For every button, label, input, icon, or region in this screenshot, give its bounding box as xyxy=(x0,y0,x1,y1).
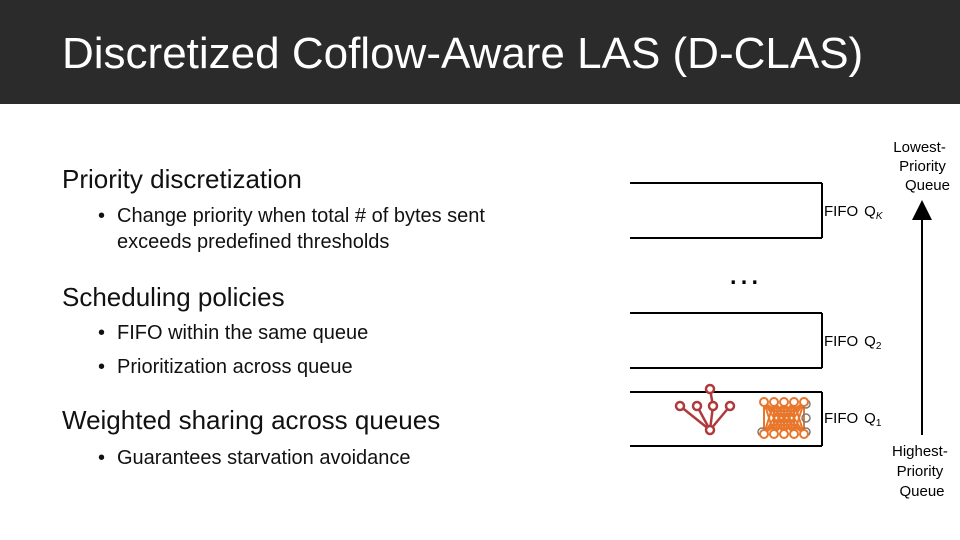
coflow-node xyxy=(790,398,798,406)
heading-priority-discretization: Priority discretization xyxy=(62,164,302,194)
heading-scheduling-policies: Scheduling policies xyxy=(62,282,285,312)
queue-k-label: FIFO $Q_K$ xyxy=(824,203,883,222)
coflow-node xyxy=(780,430,788,438)
bullet-text: • FIFO within the same queue xyxy=(117,322,369,344)
coflow-node xyxy=(800,430,808,438)
coflow-node xyxy=(676,402,684,410)
coflow-node xyxy=(693,402,701,410)
heading-weighted-sharing: Weighted sharing across queues xyxy=(62,405,441,435)
coflow-node xyxy=(790,430,798,438)
queue-2-label: FIFO $Q_2$ xyxy=(824,333,882,352)
bullet-text: • Prioritization across queue xyxy=(117,356,353,378)
coflow-node xyxy=(709,402,717,410)
lowest-priority-label: Lowest- Priority Queue xyxy=(893,139,950,194)
queue-1-label: FIFO $Q_1$ xyxy=(824,410,882,429)
coflow-node xyxy=(706,385,714,393)
highest-priority-label: Highest- Priority Queue xyxy=(891,443,948,500)
coflow-large-orange xyxy=(758,398,810,438)
coflow-node xyxy=(706,426,714,434)
queue-2 xyxy=(630,313,882,368)
coflow-node xyxy=(760,398,768,406)
queue-1 xyxy=(630,392,882,446)
coflow-node xyxy=(760,430,768,438)
slide-title: Discretized Coflow-Aware LAS (D-CLAS) xyxy=(62,29,864,78)
coflow-node xyxy=(770,398,778,406)
coflow-node xyxy=(726,402,734,410)
bullet-text: • Change priority when total # of bytes sent exceeds predefined thresholds xyxy=(117,205,485,253)
queue-k xyxy=(630,183,884,238)
coflow-node xyxy=(770,430,778,438)
queues-ellipsis: … xyxy=(727,254,761,292)
coflow-node xyxy=(800,398,808,406)
coflow-node xyxy=(780,398,788,406)
bullet-text: • Guarantees starvation avoidance xyxy=(117,447,411,469)
